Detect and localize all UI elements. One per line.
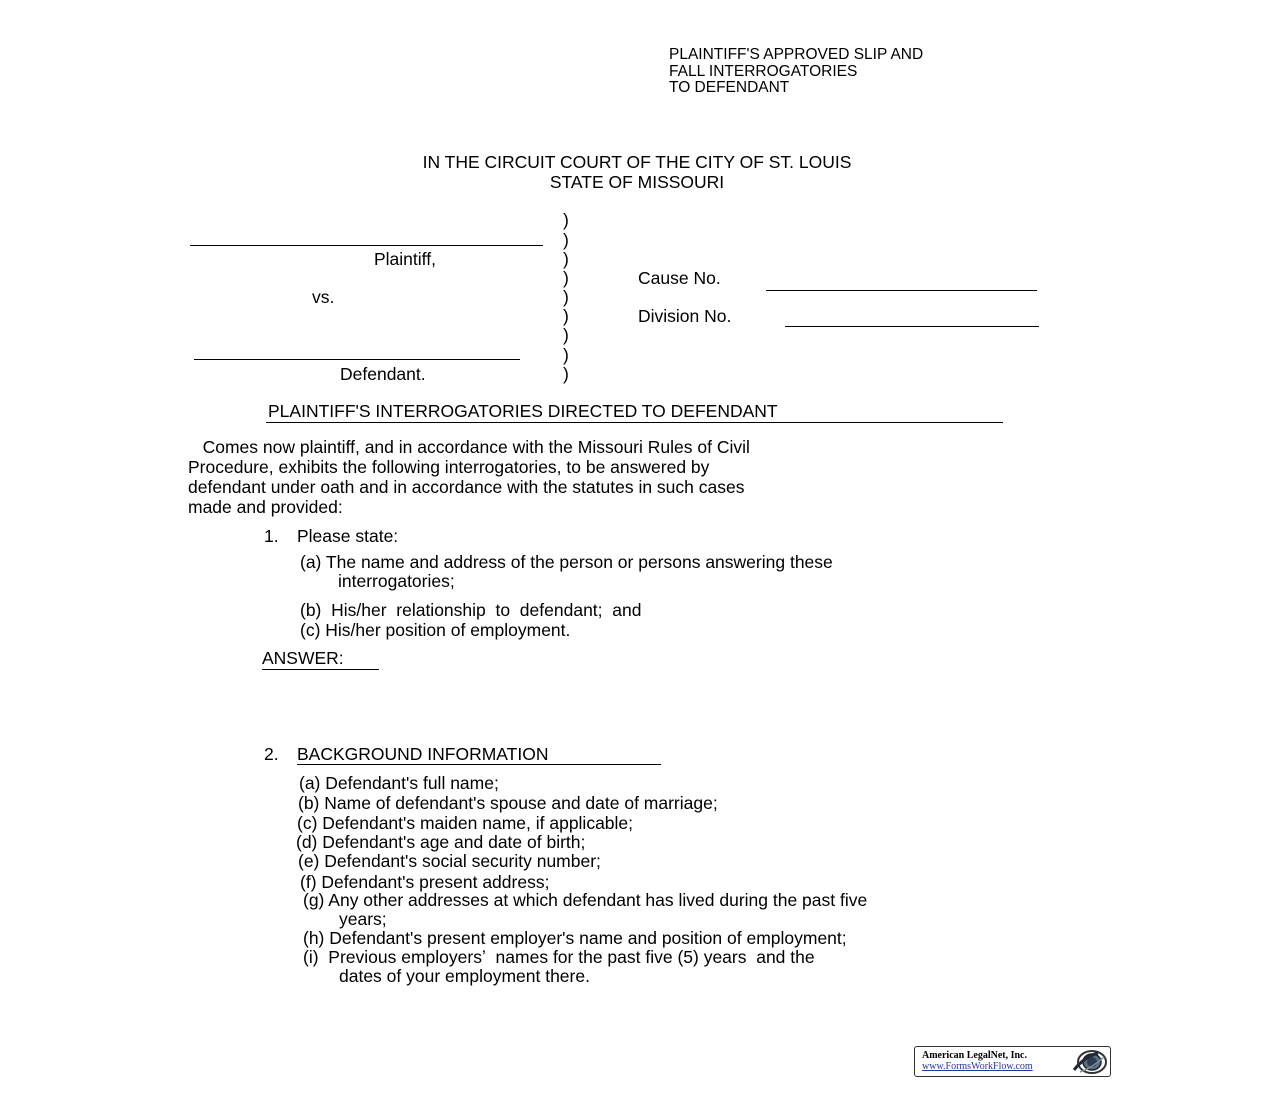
q1-item-a: (a) The name and address of the person or persons answering these — [300, 552, 833, 572]
caption-paren: ) — [563, 287, 569, 307]
header-note-line-2: FALL INTERROGATORIES — [669, 63, 858, 80]
division-number-label: Division No. — [638, 306, 732, 326]
court-state: STATE OF MISSOURI — [549, 172, 725, 192]
defendant-name-line — [194, 359, 520, 360]
vs-label: vs. — [312, 287, 335, 307]
globe-icon — [1070, 1048, 1108, 1075]
q2-heading-underline — [297, 764, 661, 765]
q2-item-g: (g) Any other addresses at which defendant has lived during the past five — [303, 890, 868, 910]
q2-item-b: (b) Name of defendant's spouse and date of marriage; — [298, 793, 718, 813]
caption-paren: ) — [563, 210, 569, 230]
logo-url-link[interactable]: www.FormsWorkFlow.com — [922, 1061, 1033, 1072]
division-number-line — [785, 326, 1039, 327]
q1-item-c: (c) His/her position of employment. — [300, 620, 571, 640]
intro-line-1: Comes now plaintiff, and in accordance with the Missouri Rules of Civil — [188, 437, 750, 457]
plaintiff-label: Plaintiff, — [374, 249, 436, 269]
intro-line-2: Procedure, exhibits the following interrogatories, to be answered by — [188, 457, 710, 477]
logo-company-name: American LegalNet, Inc. — [922, 1050, 1027, 1061]
american-legalnet-logo[interactable] — [914, 1046, 1111, 1077]
caption-paren: ) — [563, 364, 569, 384]
defendant-label: Defendant. — [340, 364, 426, 384]
q2-item-i: (i) Previous employersʼ names for the past five (5) years and the — [303, 947, 815, 967]
q2-item-f: (f) Defendant's present address; — [300, 872, 550, 892]
q1-item-b: (b) His/her relationship to defendant; and — [300, 600, 642, 620]
plaintiff-name-line — [190, 245, 543, 246]
q2-item-h: (h) Defendant's present employer's name and position of employment; — [303, 928, 847, 948]
q1-answer-label: ANSWER: — [262, 648, 344, 668]
caption-paren: ) — [563, 230, 569, 250]
q2-heading: BACKGROUND INFORMATION — [297, 744, 549, 764]
q2-item-e: (e) Defendant's social security number; — [298, 851, 601, 871]
document-title — [268, 401, 778, 421]
q2-item-a: (a) Defendant's full name; — [299, 773, 499, 793]
q1-number: 1. — [264, 526, 279, 546]
header-note-line-3: TO DEFENDANT — [669, 79, 790, 96]
q2-item-i-cont: dates of your employment there. — [339, 966, 590, 986]
document-title-text: PLAINTIFF'S INTERROGATORIES DIRECTED TO DEFENDANT — [268, 401, 778, 421]
cause-number-label: Cause No. — [638, 268, 721, 288]
q2-item-d: (d) Defendant's age and date of birth; — [296, 832, 586, 852]
q2-number: 2. — [264, 744, 279, 764]
caption-paren: ) — [563, 249, 569, 269]
cause-number-line — [766, 290, 1037, 291]
answer-underline — [262, 669, 379, 670]
q1-heading: Please state: — [297, 526, 399, 546]
caption-paren: ) — [563, 345, 569, 365]
caption-paren: ) — [563, 268, 569, 288]
q1-item-a-cont: interrogatories; — [338, 571, 455, 591]
court-name: IN THE CIRCUIT COURT OF THE CITY OF ST. LOUIS — [422, 152, 852, 172]
caption-paren: ) — [563, 325, 569, 345]
header-note-line-1: PLAINTIFF'S APPROVED SLIP AND — [669, 46, 924, 63]
title-underline — [266, 422, 1003, 423]
q2-item-c: (c) Defendant's maiden name, if applicable; — [297, 813, 634, 833]
caption-paren: ) — [563, 306, 569, 326]
intro-line-4: made and provided: — [188, 497, 343, 517]
q2-item-g-cont: years; — [339, 909, 387, 929]
intro-line-3: defendant under oath and in accordance with the statutes in such cases — [188, 477, 745, 497]
